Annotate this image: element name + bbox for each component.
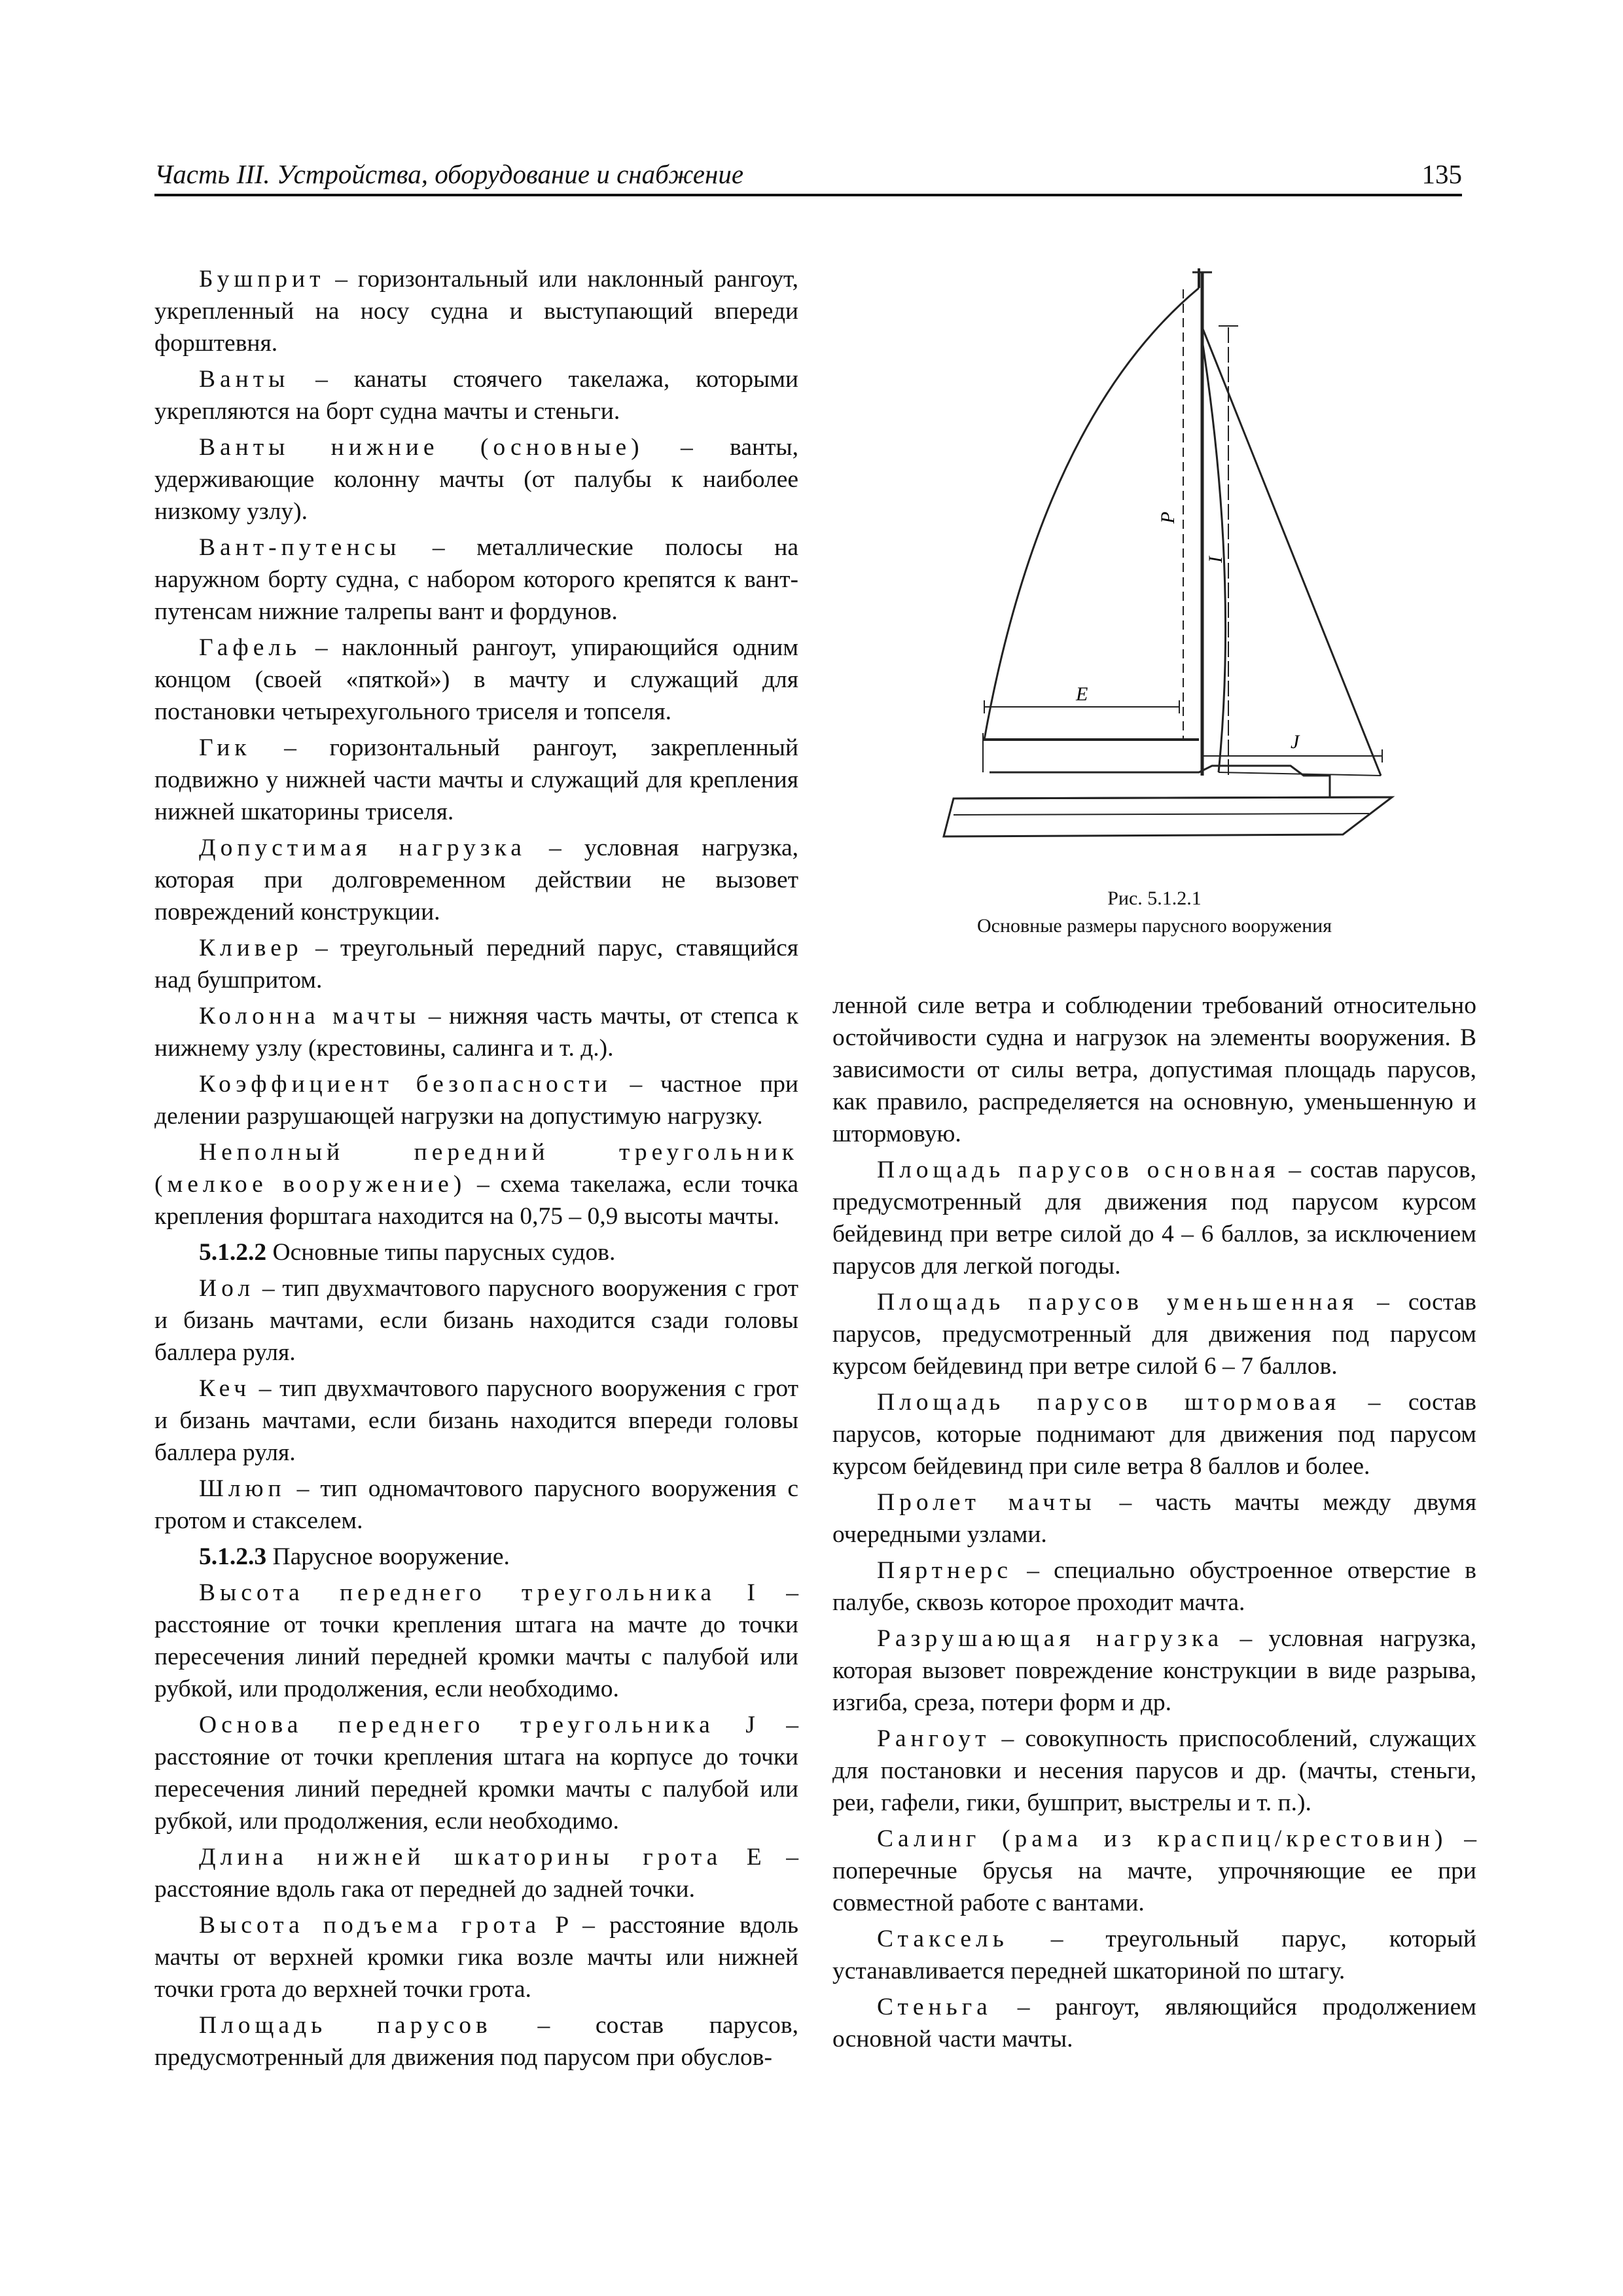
definition-paragraph [154, 1841, 798, 1905]
definition: – состав парусов, предусмотренный для движения под парусом курсом бейдевинд при ветре силой до 4 – 6 баллов, за исключением парусов для легкой погоды. [832, 1157, 1476, 1280]
section-heading [154, 1541, 798, 1573]
term: Высота подъема грота [199, 1912, 541, 1939]
definition-paragraph [832, 1623, 1476, 1719]
definition: – металлические полосы на наружном борту судна, с набором которого крепятся к вант-путенсам нижние талрепы вант и фордунов. [154, 534, 798, 625]
definition: – горизонтальный или наклонный рангоут, укрепленный на носу судна и выступающий впереди форштевня. [154, 266, 798, 357]
jib-leech [1202, 340, 1226, 772]
definition: – состав парусов, предусмотренный для движения под парусом при обуслов- [154, 2012, 798, 2071]
definition-paragraph [154, 1272, 798, 1369]
definition-paragraph [154, 1709, 798, 1837]
term: Стеньга [877, 1994, 992, 2020]
label-i: I [1205, 556, 1226, 563]
term: Разрушающая нагрузка [877, 1625, 1224, 1652]
figure-caption [832, 885, 1476, 940]
definition: – схема такелажа, если точка крепления форштага находится на 0,75 – 0,9 высоты мачты. [154, 1171, 798, 1230]
definition-paragraph [832, 1486, 1476, 1551]
section-heading [154, 1236, 798, 1268]
section-title: Парусное вооружение. [266, 1543, 510, 1570]
term: Колонна мачты [199, 1003, 421, 1030]
definition-paragraph [832, 1723, 1476, 1819]
definition: – горизонтальный рангоут, закрепленный подвижно у нижней части мачты и служащий для крепления нижней шкаторины триселя. [154, 734, 798, 825]
definition: – поперечные брусья на мачте, упрочняющие ее при совместной работе с вантами. [832, 1825, 1476, 1916]
page-number: 135 [1421, 159, 1462, 189]
term: Иол [199, 1275, 255, 1302]
hull-outline [944, 797, 1392, 836]
definition: – условная нагрузка, которая при долговременном действии не вызовет повреждений конструкции. [154, 834, 798, 925]
definition: – часть мачты между двумя очередными узлами. [832, 1489, 1476, 1548]
definition: – ванты, удерживающие колонну мачты (от палубы к наиболее низкому узлу). [154, 434, 798, 525]
term: Площадь парусов штормовая [877, 1389, 1341, 1416]
definition: – треугольный передний парус, ставящийся над бушпритом. [154, 935, 798, 994]
term: Гик [199, 734, 251, 761]
section-number: 5.1.2.2 [199, 1239, 267, 1266]
definition: – канаты стоячего такелажа, которыми укрепляются на борт судна мачты и стеньги. [154, 366, 798, 425]
section-number: 5.1.2.3 [199, 1543, 267, 1570]
term: Вант-путенсы [199, 534, 401, 561]
definition-paragraph [154, 431, 798, 528]
deck-line [954, 797, 1392, 798]
definition-paragraph [832, 1386, 1476, 1482]
definition: – состав парусов, которые поднимают для движения под парусом курсом бейдевинд при силе ветра 8 баллов и более. [832, 1389, 1476, 1480]
definition: E – расстояние вдоль гака от передней до задней точки. [154, 1844, 798, 1903]
term: Гафель [199, 634, 302, 661]
term: Пяртнерс [877, 1557, 1013, 1584]
definition: – частное при делении разрушающей нагрузки на допустимую нагрузку. [154, 1071, 798, 1130]
term: Стаксель [877, 1926, 1008, 1952]
term: Шлюп [199, 1475, 286, 1502]
left-column [154, 263, 798, 2077]
term: Площадь парусов [199, 2012, 492, 2039]
term: Основа переднего треугольника [199, 1712, 715, 1738]
definition-paragraph [154, 632, 798, 728]
term: Бушприт [199, 266, 325, 293]
definition-paragraph [832, 1991, 1476, 2055]
term: Длина нижней шкаторины грота [199, 1844, 722, 1871]
term: Площадь парусов уменьшенная [877, 1289, 1359, 1316]
hull-waterline [954, 814, 1369, 815]
term: Ванты нижние (основные) [199, 434, 644, 461]
label-j: J [1291, 731, 1300, 753]
page-header [154, 154, 1462, 196]
definition-paragraph [154, 1068, 798, 1132]
definition: – наклонный рангоут, упирающийся одним концом (своей «пяткой») в мачту и служащий для постановки четырехугольного триселя и топселя. [154, 634, 798, 725]
definition-paragraph [154, 1473, 798, 1537]
definition: – треугольный парус, который устанавливается передней шкаториной по штагу. [832, 1926, 1476, 1984]
right-column [832, 990, 1476, 2059]
definition: – условная нагрузка, которая вызовет повреждение конструкции в виде разрыва, изгиба, среза, потери форм и др. [832, 1625, 1476, 1716]
cabin [990, 766, 1330, 797]
label-p: P [1157, 511, 1179, 524]
figure-caption-text: Основные размеры парусного вооружения [976, 915, 1332, 937]
definition: – нижняя часть мачты, от степса к нижнему узлу (крестовины, салинга и т. д.). [154, 1003, 798, 1062]
term: Коэффициент безопасности [199, 1071, 612, 1098]
term: Высота переднего треугольника [199, 1579, 716, 1606]
definition-paragraph [832, 1154, 1476, 1282]
definition-paragraph [154, 1909, 798, 2005]
term: Площадь парусов основная [877, 1157, 1280, 1183]
definition-paragraph [154, 531, 798, 628]
term: Пролет мачты [877, 1489, 1096, 1516]
definition-paragraph [154, 363, 798, 427]
definition: – тип одномачтового парусного вооружения с гротом и стакселем. [154, 1475, 798, 1534]
sail-rig-diagram [832, 249, 1476, 877]
definition-paragraph [832, 1554, 1476, 1619]
sail-rig-figure [832, 249, 1476, 942]
definition: – совокупность приспособлений, служащих для постановки и несения парусов и др. (мачты, стеньги, реи, гафели, гики, бушприт, выстрелы и т. п.). [832, 1725, 1476, 1816]
definition: – рангоут, являющийся продолжением основной части мачты. [832, 1994, 1476, 2053]
term: Неполный передний треугольник (мелкое вооружение) [154, 1139, 798, 1198]
section-title: Основные типы парусных судов. [266, 1239, 616, 1266]
running-title: Часть III. Устройства, оборудование и снабжение [154, 159, 744, 189]
definition: I – расстояние от точки крепления штага на мачте до точки пересечения линий передней кромки мачты с палубой или рубкой, или продолжения, если необходимо. [154, 1579, 798, 1702]
term: Салинг (рама из краспиц/крестовин) [877, 1825, 1448, 1852]
definition-paragraph [154, 1000, 798, 1064]
definition: – состав парусов, предусмотренный для движения под парусом курсом бейдевинд при ветре силой 6 – 7 баллов. [832, 1289, 1476, 1380]
definition-paragraph [154, 1577, 798, 1705]
definition-paragraph [154, 2009, 798, 2073]
term: Рангоут [877, 1725, 991, 1752]
definition-paragraph [154, 832, 798, 928]
definition: P – расстояние вдоль мачты от верхней кромки гика возле мачты или нижней точки грота до верхней точки грота. [154, 1912, 799, 2003]
definition-paragraph [154, 932, 798, 996]
term: Кливер [199, 935, 303, 961]
label-e: E [1076, 683, 1088, 705]
definition-paragraph [832, 1923, 1476, 1987]
term: Ванты [199, 366, 290, 393]
definition-paragraph [154, 1136, 798, 1232]
figure-caption-number: Рис. 5.1.2.1 [1107, 888, 1202, 909]
definition-paragraph [154, 263, 798, 359]
term: Допустимая нагрузка [199, 834, 526, 861]
definition: – тип двухмачтового парусного вооружения с грот и бизань мачтами, если бизань находится впереди головы баллера руля. [154, 1375, 798, 1466]
definition-paragraph [832, 1286, 1476, 1382]
definition: – тип двухмачтового парусного вооружения с грот и бизань мачтами, если бизань находится сзади головы баллера руля. [154, 1275, 798, 1366]
definition-paragraph [154, 732, 798, 828]
definition-paragraph [154, 1372, 798, 1469]
term: Кеч [199, 1375, 251, 1402]
continued-paragraph: ленной силе ветра и соблюдении требований относительно остойчивости судна и нагрузок на элементы вооружения. В зависимости от силы ветра, допустимая площадь парусов, как правило, распределяется на основную, уменьшенную и штормовую. [832, 992, 1476, 1147]
definition-paragraph [832, 1823, 1476, 1919]
definition: J – расстояние от точки крепления штага на корпусе до точки пересечения линий передней кромки мачты с палубой или рубкой, или продолжения, если необходимо. [154, 1712, 799, 1835]
definition: – специально обустроенное отверстие в палубе, сквозь которое проходит мачта. [832, 1557, 1476, 1616]
